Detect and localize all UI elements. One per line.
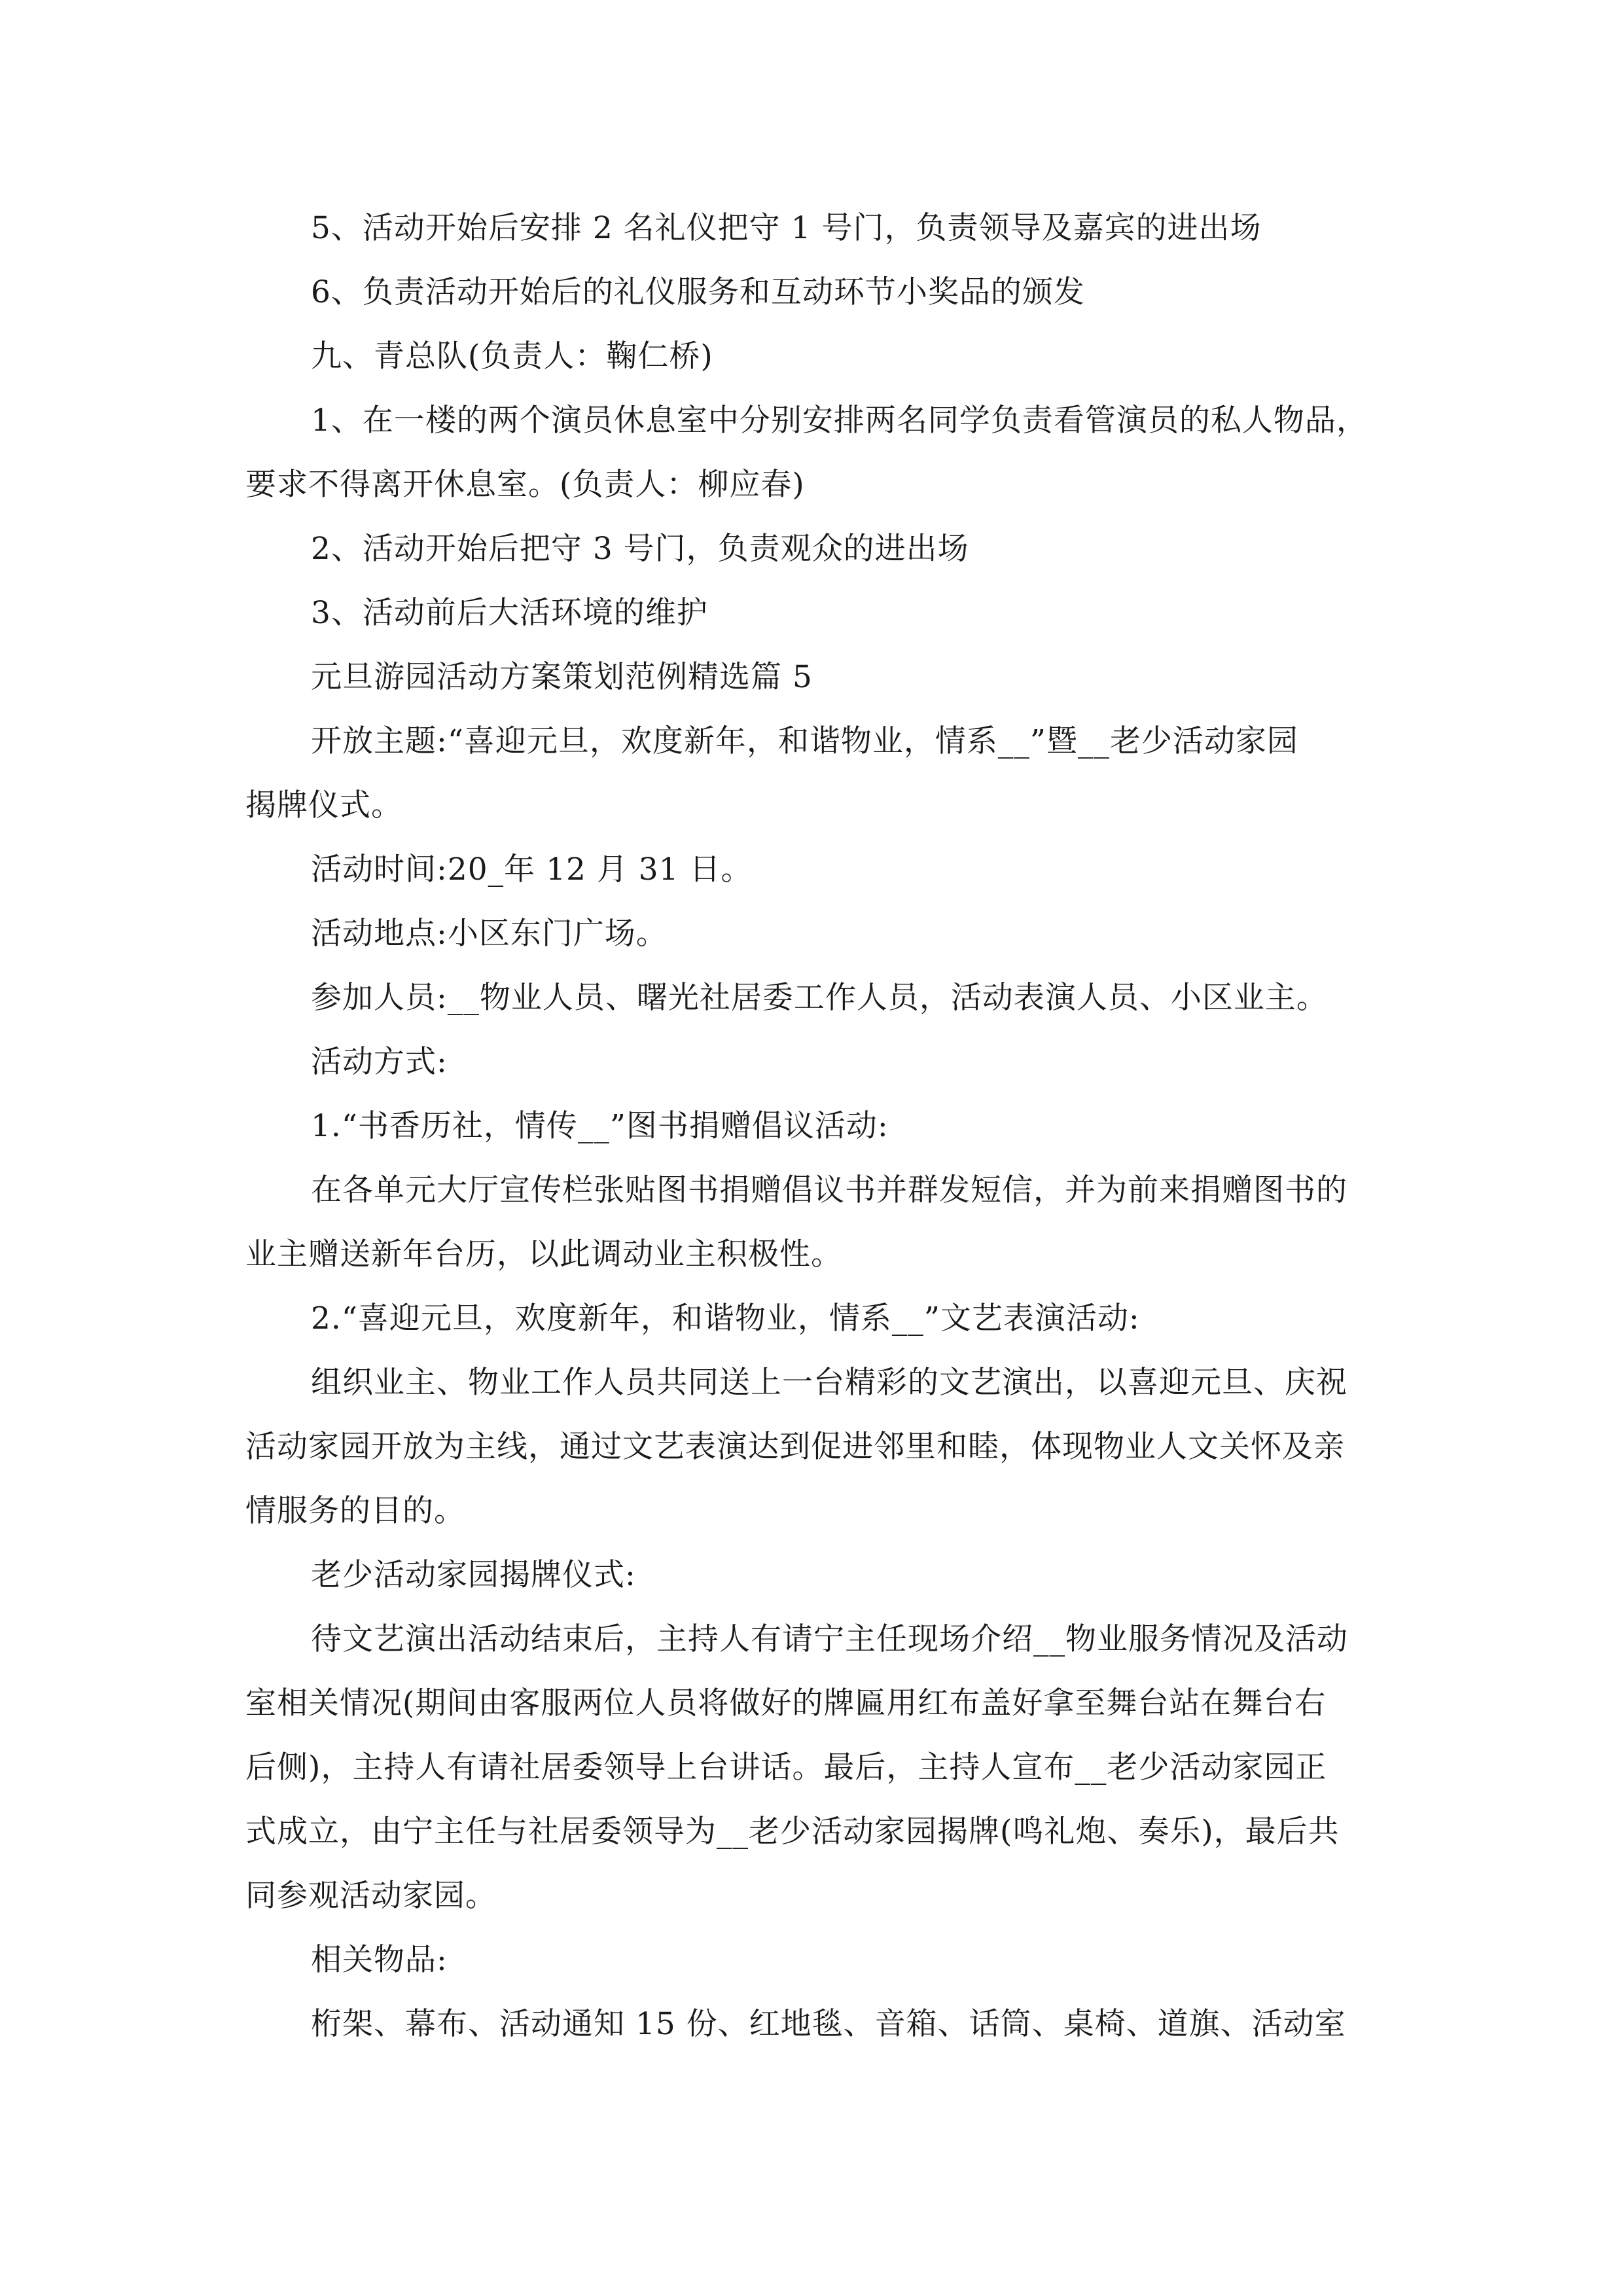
- paragraph-line: 业主赠送新年台历，以此调动业主积极性。: [245, 1236, 842, 1272]
- paragraph-line: 九、青总队(负责人：鞠仁桥): [311, 338, 713, 374]
- paragraph-line: 揭牌仪式。: [245, 787, 402, 823]
- paragraph-line: 同参观活动家园。: [245, 1878, 497, 1914]
- paragraph-line: 活动家园开放为主线，通过文艺表演达到促进邻里和睦，体现物业人文关怀及亲: [245, 1429, 1345, 1465]
- paragraph-line: 情服务的目的。: [245, 1493, 465, 1529]
- paragraph-line: 元旦游园活动方案策划范例精选篇 5: [311, 659, 813, 695]
- paragraph-line: 活动时间:20_年 12 月 31 日。: [311, 852, 753, 888]
- paragraph-line: 在各单元大厅宣传栏张贴图书捐赠倡议书并群发短信，并为前来捐赠图书的: [311, 1172, 1347, 1208]
- paragraph-line: 要求不得离开休息室。(负责人：柳应春): [245, 467, 805, 503]
- paragraph-line: 后侧)，主持人有请社居委领导上台讲话。最后，主持人宣布__老少活动家园正: [245, 1749, 1327, 1785]
- paragraph-line: 老少活动家园揭牌仪式:: [311, 1557, 636, 1593]
- paragraph-line: 相关物品:: [311, 1942, 448, 1978]
- paragraph-line: 参加人员:__物业人员、曙光社居委工作人员，活动表演人员、小区业主。: [311, 980, 1328, 1016]
- paragraph-line: 活动方式:: [311, 1044, 448, 1080]
- paragraph-line: 2、活动开始后把守 3 号门，负责观众的进出场: [311, 531, 969, 567]
- paragraph-line: 待文艺演出活动结束后，主持人有请宁主任现场介绍__物业服务情况及活动: [311, 1621, 1348, 1657]
- paragraph-line: 开放主题:“喜迎元旦，欢度新年，和谐物业，情系__”暨__老少活动家园: [311, 723, 1298, 759]
- document-body: [245, 196, 1381, 2056]
- paragraph-line: 室相关情况(期间由客服两位人员将做好的牌匾用红布盖好拿至舞台站在舞台右: [245, 1685, 1327, 1721]
- paragraph-line: 5、活动开始后安排 2 名礼仪把守 1 号门，负责领导及嘉宾的进出场: [311, 210, 1262, 246]
- paragraph-line: 1.“书香历社，情传__”图书捐赠倡议活动:: [311, 1108, 889, 1144]
- paragraph-line: 活动地点:小区东门广场。: [311, 916, 668, 952]
- paragraph-line: 3、活动前后大活环境的维护: [311, 595, 708, 631]
- paragraph-line: 2.“喜迎元旦，欢度新年，和谐物业，情系__”文艺表演活动:: [311, 1300, 1140, 1336]
- paragraph-line: 组织业主、物业工作人员共同送上一台精彩的文艺演出，以喜迎元旦、庆祝: [311, 1365, 1347, 1401]
- paragraph-line: 桁架、幕布、活动通知 15 份、红地毯、音箱、话筒、桌椅、道旗、活动室: [311, 2006, 1346, 2042]
- paragraph-line: 6、负责活动开始后的礼仪服务和互动环节小奖品的颁发: [311, 274, 1085, 310]
- paragraph-line: 式成立，由宁主任与社居委领导为__老少活动家园揭牌(鸣礼炮、奏乐)，最后共: [245, 1814, 1340, 1850]
- paragraph-line: 1、在一楼的两个演员休息室中分别安排两名同学负责看管演员的私人物品，: [311, 403, 1368, 439]
